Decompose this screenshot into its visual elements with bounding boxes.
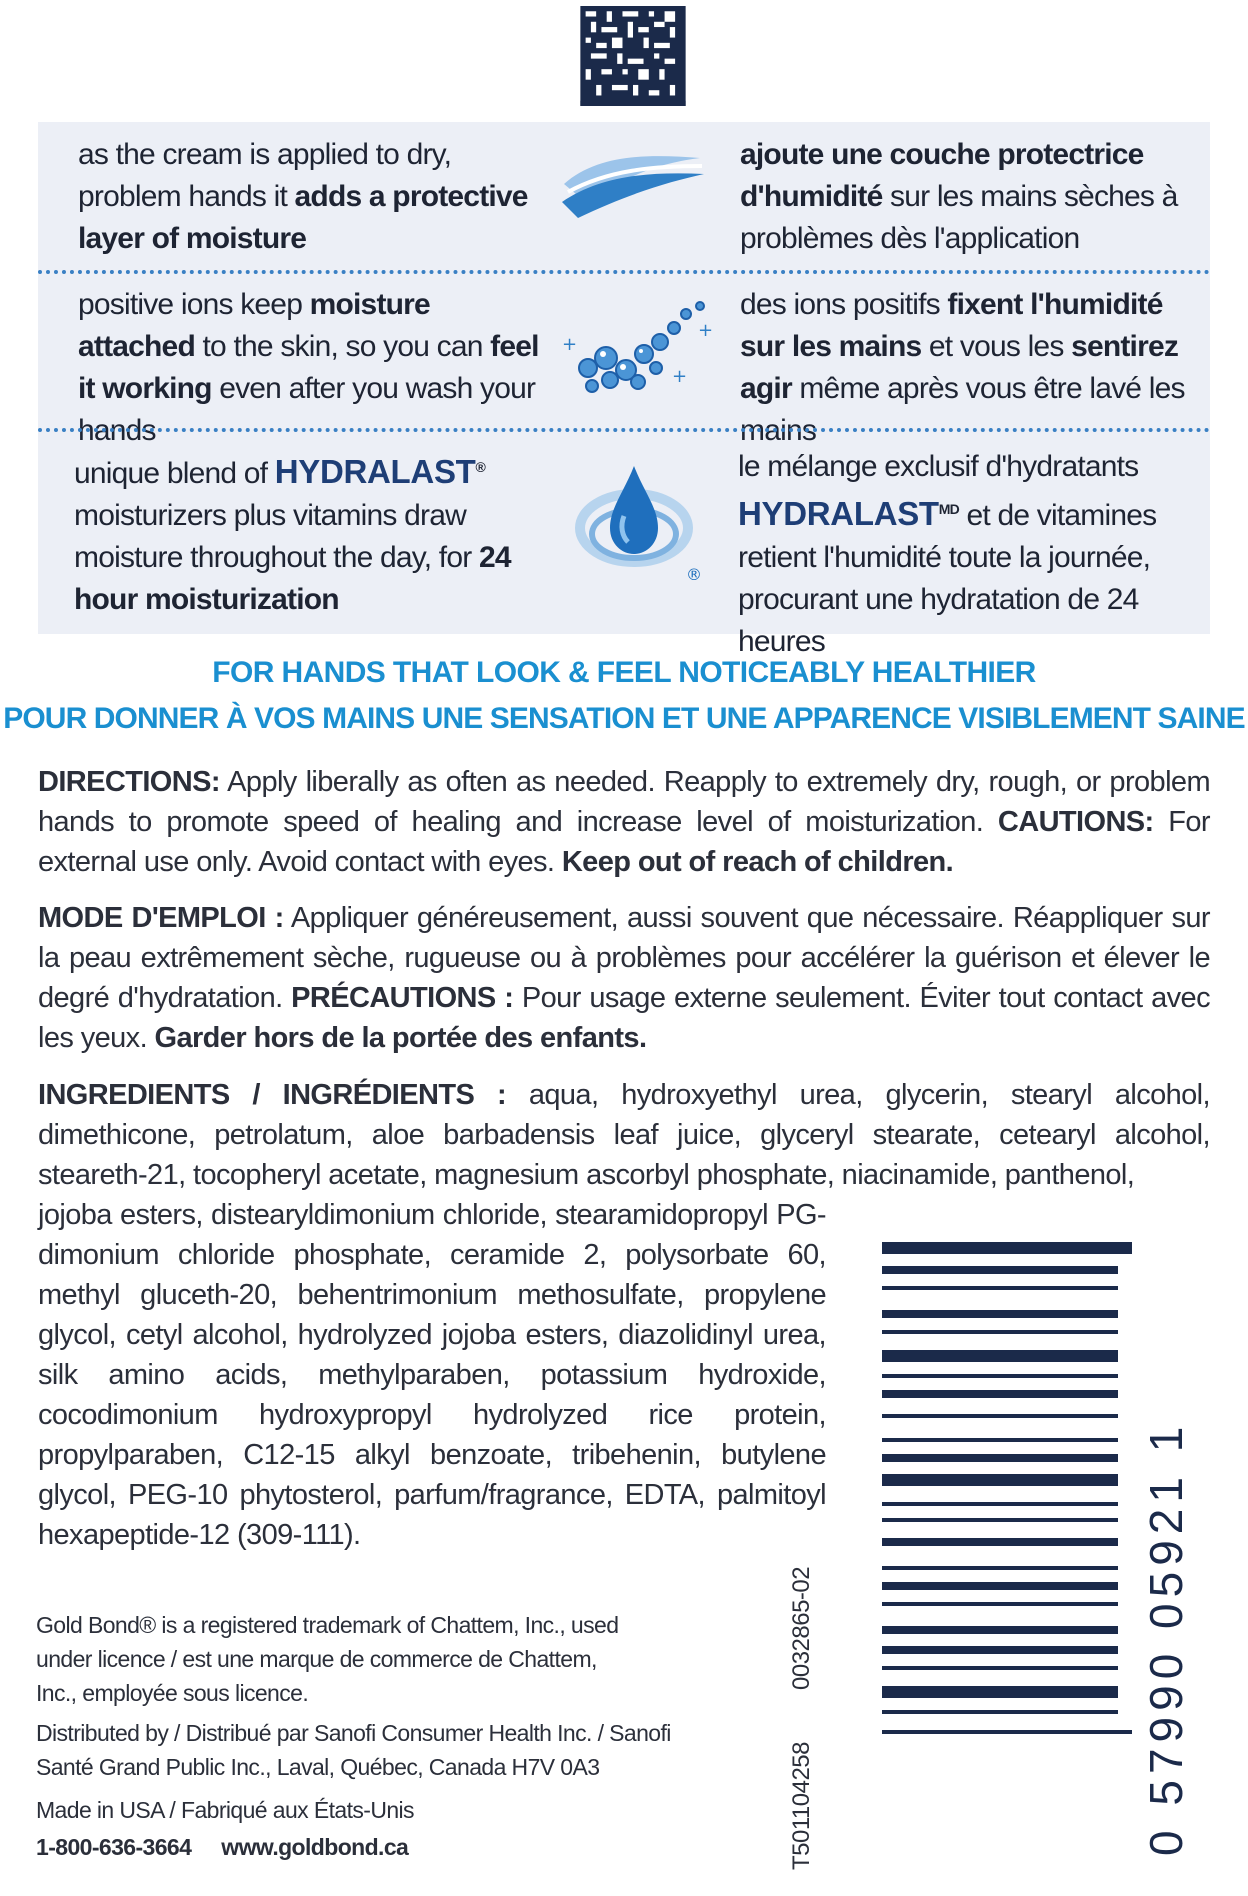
mode-emploi-paragraph: MODE D'EMPLOI : Appliquer généreusement, aussi souvent que nécessaire. Réappliquer sur la peau extrêmement sèche, rugueuse ou à problèmes pour accélérer la guérison et élever le degré d'hydratation. PRÉCAUTIONS : Pour usage externe seulement. Éviter tout contact avec les yeux. Garder hors de la portée des enfants. — [38, 902, 1210, 1054]
benefit-en-text: positive ions keep moisture attached to the skin, so you can feel it working even after you wash your hands — [78, 288, 539, 447]
barcode-bar — [882, 1686, 1118, 1698]
distributor-notice: Distributed by / Distribué par Sanofi Consumer Health Inc. / Sanofi Santé Grand Public Inc., Laval, Québec, Canada H7V 0A3 — [36, 1720, 671, 1780]
barcode-bar — [882, 1666, 1118, 1670]
barcode-bar — [882, 1602, 1118, 1606]
made-in-notice: Made in USA / Fabriqué aux États-Unis — [36, 1797, 414, 1823]
barcode-bar — [882, 1646, 1118, 1654]
barcode-number: 0 57990 05921 1 — [1140, 1420, 1192, 1856]
trademark-notice: Gold Bond® is a registered trademark of Chattem, Inc., used under licence / est une marque de commerce de Chattem, Inc., employée sous licence. — [36, 1612, 619, 1706]
barcode-bar — [882, 1350, 1118, 1362]
water-drop-swirl-icon — [568, 456, 708, 596]
benefit-row-protective-layer — [38, 122, 1210, 282]
benefit-row-hydralast — [38, 432, 1210, 658]
data-matrix-code — [580, 6, 686, 106]
barcode-bar — [882, 1538, 1118, 1546]
benefit-fr-text: des ions positifs fixent l'humidité sur les mains et vous les sentirez agir même après vous être lavé les mains — [740, 288, 1185, 447]
phone-number[interactable]: 1-800-636-3664 — [36, 1834, 192, 1860]
barcode-bar — [882, 1566, 1118, 1570]
moisture-wave-icon — [558, 144, 708, 224]
barcode-bar — [882, 1374, 1118, 1378]
barcode-bar — [882, 1286, 1118, 1290]
barcode-bar — [882, 1438, 1118, 1442]
contact-line — [36, 1830, 438, 1864]
item-code: T501104258 — [788, 1741, 815, 1870]
barcode-bar — [882, 1266, 1118, 1274]
registered-mark: ® — [686, 565, 702, 584]
benefit-en-text: unique blend of HYDRALAST® moisturizers plus vitamins draw moisture throughout the day, for 24 hour moisturization — [74, 453, 511, 616]
hydralast-brand: HYDRALAST — [274, 453, 476, 490]
barcode-bar — [882, 1390, 1118, 1398]
barcode-bar — [882, 1454, 1118, 1462]
website-link[interactable]: www.goldbond.ca — [221, 1834, 409, 1860]
barcode-bar — [882, 1626, 1118, 1634]
barcode-bar — [882, 1730, 1132, 1734]
svg-text:+: + — [562, 334, 578, 355]
barcode-bar — [882, 1242, 1132, 1254]
barcode-bar — [882, 1710, 1118, 1714]
barcode-bar — [882, 1582, 1118, 1590]
benefit-fr-text: le mélange exclusif d'hydratants $HYDRALAST^{MD}$ et de vitamines retient l'humidité toute la journée, procurant une hydratation de 24 heures — [738, 450, 1157, 658]
directions-paragraph: DIRECTIONS: Apply liberally as often as needed. Reapply to extremely dry, rough, or problem hands to promote speed of healing and increase level of moisturization. CAUTIONS: For external use only. Avoid contact with eyes. Keep out of reach of children. — [38, 766, 1210, 878]
hydralast-brand: HYDRALAST — [738, 495, 939, 532]
barcode-bar — [882, 1310, 1118, 1318]
barcode-bar — [882, 1330, 1118, 1334]
ingredients-paragraph: INGREDIENTS / INGRÉDIENTS : aqua, hydroxyethyl urea, glycerin, stearyl alcohol, dimethicone, petrolatum, aloe barbadensis leaf juice, glyceryl stearate, cetearyl alcohol, steareth-21, tocopheryl acetate, magnesium ascorbyl phosphate, niacinamide, panthenol, — [38, 1079, 1210, 1191]
benefit-fr-text: ajoute une couche protectrice d'humidité sur les mains sèches à problèmes dès l'application — [740, 138, 1178, 255]
upc-barcode — [882, 1236, 1194, 1866]
benefit-en-text: as the cream is applied to dry, problem hands it adds a protective layer of moisture — [78, 138, 528, 255]
barcode-bar — [882, 1518, 1118, 1522]
barcode-bar — [882, 1414, 1118, 1418]
lot-code: 0032865-02 — [788, 1566, 815, 1690]
barcode-bar — [882, 1474, 1118, 1486]
positive-ions-bubbles-icon — [548, 288, 718, 408]
svg-text:+: + — [698, 320, 714, 341]
benefits-panel — [38, 122, 1210, 658]
svg-text:+: + — [672, 366, 688, 387]
barcode-bar — [882, 1502, 1118, 1506]
ingredients-paragraph-continued: jojoba esters, distearyldimonium chloride, stearamidopropyl PG-dimonium chloride phosphate, ceramide 2, polysorbate 60, methyl gluceth-20, behentrimonium methosulfate, propylene glycol, cetyl alcohol, hydrolyzed jojoba esters, diazolidinyl urea, silk amino acids, methylparaben, potassium hydroxide, cocodimonium hydroxypropyl hydrolyzed rice protein, propylparaben, C12-15 alkyl benzoate, tribehenin, butylene glycol, PEG-10 phytosterol, parfum/fragrance, EDTA, palmitoyl hexapeptide-12 (309-111). — [38, 1199, 826, 1551]
benefit-row-positive-ions — [38, 274, 1210, 447]
headline-french: POUR DONNER À VOS MAINS UNE SENSATION ET UNE APPARENCE VISIBLEMENT SAINE — [3, 702, 1245, 735]
headline-english: FOR HANDS THAT LOOK & FEEL NOTICEABLY HEALTHIER — [212, 656, 1036, 689]
